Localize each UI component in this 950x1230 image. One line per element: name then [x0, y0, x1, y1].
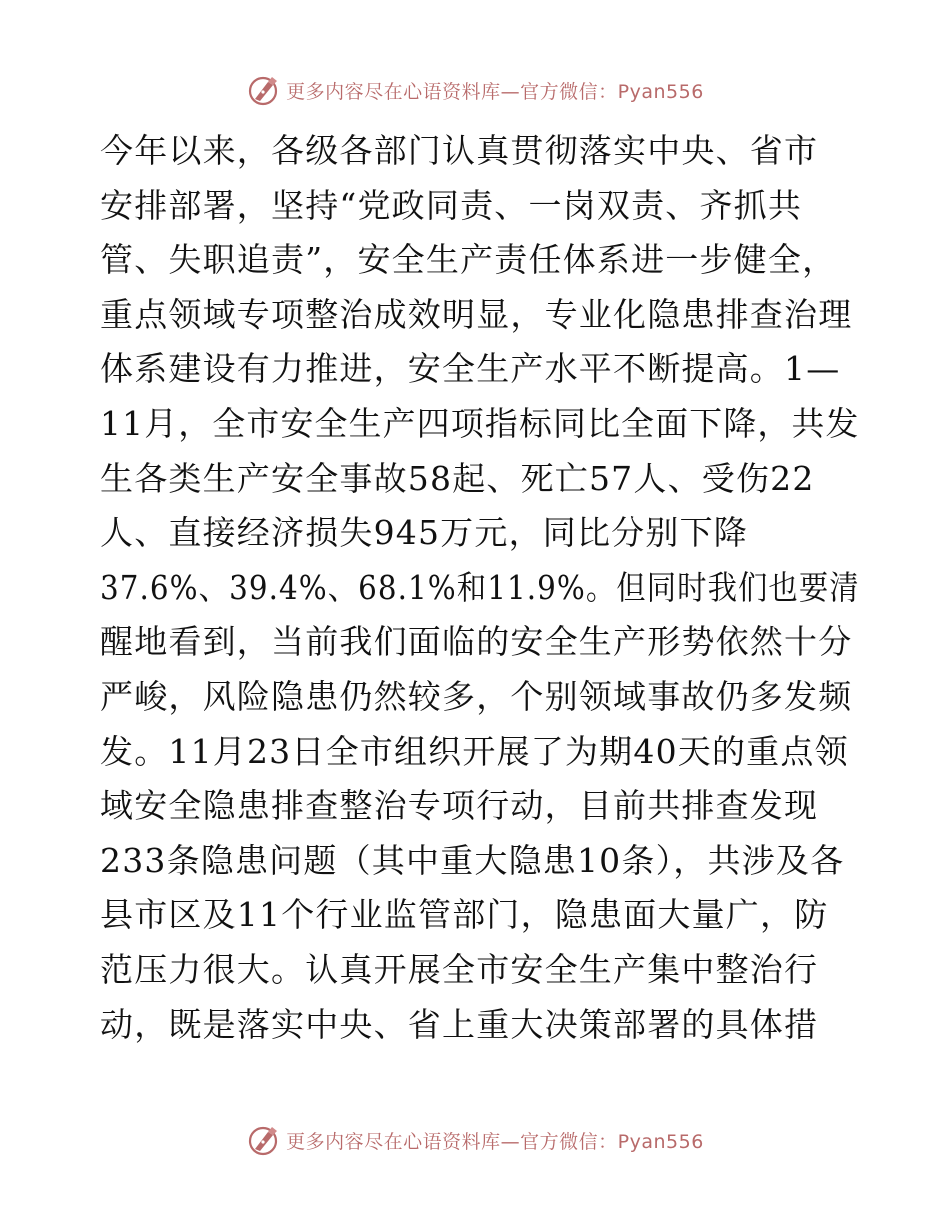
text-line: 233条隐患问题（其中重大隐患10条），共涉及各 — [100, 840, 845, 880]
text-line: 县市区及11个行业监管部门，隐患面大量广，防 — [100, 895, 829, 935]
text-line: 人、直接经济损失945万元，同比分别下降 — [100, 513, 748, 553]
text-line: 域安全隐患排查整治专项行动，目前共排查发现 — [100, 786, 819, 826]
body-paragraph — [100, 124, 860, 1052]
pen-nib-logo-icon — [246, 72, 282, 108]
pen-nib-logo-icon — [246, 1122, 282, 1158]
footer-watermark — [0, 1122, 950, 1158]
text-line: 醒地看到，当前我们面临的安全生产形势依然十分 — [100, 622, 853, 662]
text-line: 发。11月23日全市组织开展了为期40天的重点领 — [100, 731, 849, 771]
text-line: 安排部署，坚持“党政同责、一岗双责、齐抓共 — [100, 185, 803, 225]
header-watermark — [0, 72, 950, 108]
text-line: 11月，全市安全生产四项指标同比全面下降，共发 — [100, 403, 860, 443]
footer-watermark-text: 更多内容尽在心语资料库—官方微信：Pyan556 — [286, 1130, 704, 1153]
header-watermark-text: 更多内容尽在心语资料库—官方微信：Pyan556 — [286, 80, 704, 103]
text-line: 今年以来，各级各部门认真贯彻落实中央、省市 — [100, 131, 819, 170]
text-line: 37.6%、39.4%、68.1%和11.9%。但同时我们也要清 — [100, 567, 860, 607]
text-line: 生各类生产安全事故58起、死亡57人、受伤22 — [100, 458, 815, 498]
text-line: 重点领域专项整治成效明显，专业化隐患排查治理 — [100, 294, 853, 334]
text-line: 严峻，风险隐患仍然较多，个别领域事故仍多发频 — [100, 676, 853, 716]
text-line: 动，既是落实中央、省上重大决策部署的具体措 — [100, 1004, 819, 1044]
text-line: 体系建设有力推进，安全生产水平不断提高。1— — [100, 349, 841, 389]
text-line: 范压力很大。认真开展全市安全生产集中整治行 — [100, 949, 819, 989]
text-line: 管、失职追责”，安全生产责任体系进一步健全， — [100, 240, 837, 280]
